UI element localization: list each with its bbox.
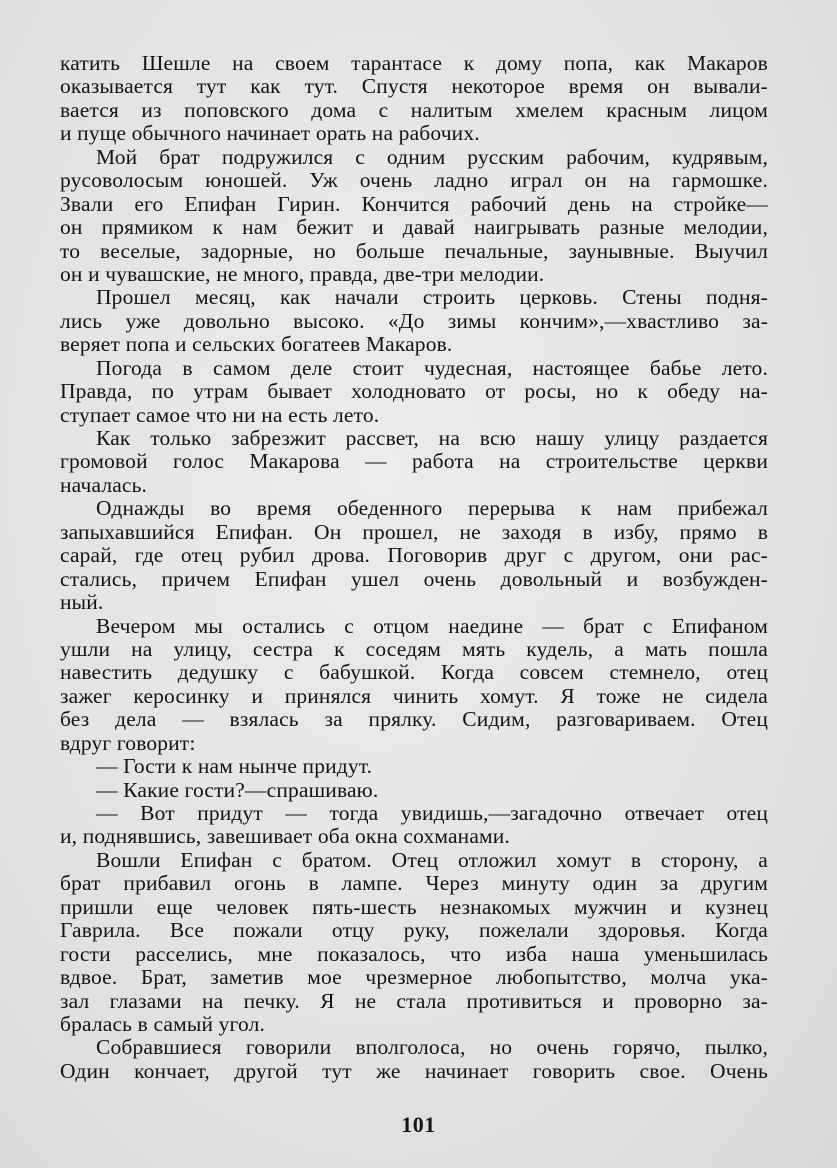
text-line: Собравшиеся говорили вполголоса, но очень горячо, пылко,: [96, 1036, 768, 1060]
text-line: он прямиком к нам бежит и давай наигрывать разные мелодии,: [60, 216, 768, 240]
text-line: навестить дедушку с бабушкой. Когда совсем стемнело, отец: [60, 661, 768, 685]
text-line: — Вот придут — тогда увидишь,—загадочно отвечает отец: [96, 802, 768, 825]
text-line: зал глазами на печку. Я не стала противиться и проворно за-: [60, 989, 768, 1013]
text-line: и, поднявшись, завешивает оба окна сохманами.: [60, 825, 510, 849]
text-line: русоволосым юношей. Уж очень ладно играл он на гармошке.: [60, 169, 768, 193]
text-line: началась.: [60, 473, 148, 497]
text-line: гости расселись, мне показалось, что изба наша уменьшилась: [60, 942, 768, 966]
text-line: оказывается тут как тут. Спустя некоторое время он вывали-: [60, 75, 768, 99]
text-line: Как только забрезжит рассвет, на всю нашу улицу раздается: [96, 427, 768, 450]
text-line: Звали его Епифан Гирин. Кончится рабочий день на стройке—: [60, 192, 768, 216]
text-line: — Какие гости?—спрашиваю.: [96, 778, 379, 802]
page-number: 101: [401, 1112, 436, 1137]
text-line: Погода в самом деле стоит чудесная, настоящее бабье лето.: [96, 356, 768, 380]
text-line: ный.: [60, 591, 104, 615]
text-line: то веселые, задорные, но больше печальные, заунывные. Выучил: [60, 239, 768, 263]
text-line: Вечером мы остались с отцом наедине — брат с Епифаном: [96, 614, 768, 638]
text-line: громовой голос Макарова — работа на строительстве церкви: [60, 450, 768, 474]
text-line: — Гости к нам нынче придут.: [96, 755, 373, 779]
text-line: без дела — взялась за прялку. Сидим, разговариваем. Отец: [60, 708, 768, 732]
text-line: лись уже довольно высоко. «До зимы кончим»,—хвастливо за-: [60, 309, 768, 333]
text-line: ступает самое что ни на есть лето.: [60, 403, 380, 427]
text-line: вается из поповского дома с налитым хмелем красным лицом: [60, 98, 768, 122]
text-line: Один кончает, другой тут же начинает говорить свое. Очень: [60, 1059, 768, 1083]
text-line: Правда, по утрам бывает холодновато от росы, но к обеду на-: [60, 380, 768, 404]
page-text: [60, 52, 768, 1083]
text-line: Прошел месяц, как начали строить церковь. Стены подня-: [96, 286, 768, 310]
text-line: запыхавшийся Епифан. Он прошел, не заходя в избу, прямо в: [60, 520, 768, 544]
text-line: сарай, где отец рубил дрова. Поговорив друг с другом, они рас-: [60, 544, 768, 568]
text-line: зажег керосинку и принялся чинить хомут. Я тоже не сидела: [60, 684, 768, 708]
text-line: и пуще обычного начинает орать на рабочих.: [60, 122, 480, 146]
text-line: веряет попа и сельских богатеев Макаров.: [60, 333, 453, 357]
text-line: вдруг говорит:: [60, 731, 196, 755]
text-line: Гаврила. Все пожали отцу руку, пожелали здоровья. Когда: [60, 919, 768, 943]
text-line: брат прибавил огонь в лампе. Через минуту один за другим: [60, 872, 768, 896]
text-line: стались, причем Епифан ушел очень довольный и возбужден-: [60, 567, 768, 591]
text-line: бралась в самый угол.: [60, 1012, 265, 1036]
text-line: Мой брат подружился с одним русским рабочим, кудрявым,: [96, 145, 768, 169]
text-line: пришли еще человек пять-шесть незнакомых мужчин и кузнец: [60, 895, 768, 919]
text-line: Вошли Епифан с братом. Отец отложил хомут в сторону, а: [96, 848, 768, 872]
text-line: Однажды во время обеденного перерыва к нам прибежал: [96, 497, 768, 521]
text-line: вдвое. Брат, заметив мое чрезмерное любопытство, молча ука-: [60, 966, 768, 990]
text-line: катить Шешле на своем тарантасе к дому попа, как Макаров: [60, 52, 768, 75]
text-line: ушли на улицу, сестра к соседям мять кудель, а мать пошла: [60, 637, 768, 661]
text-line: он и чувашские, не много, правда, две-три мелодии.: [60, 262, 545, 286]
